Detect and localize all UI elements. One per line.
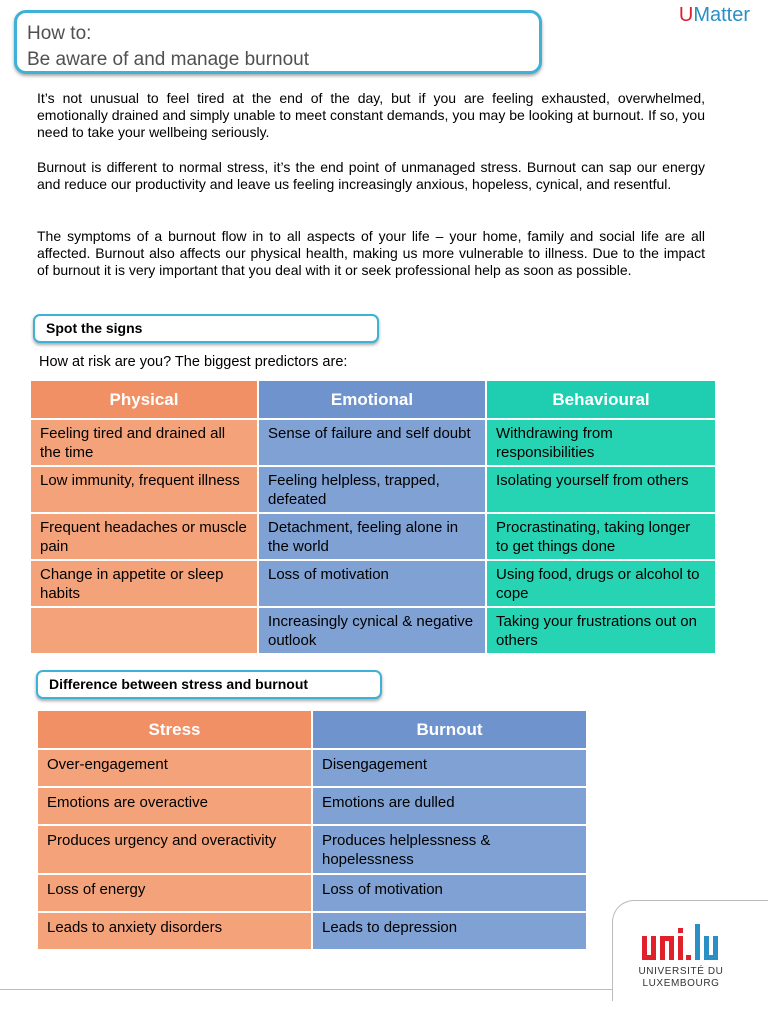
university-name-line-1: UNIVERSITÉ DU <box>638 966 724 977</box>
table-row <box>38 826 588 875</box>
title-line-1: How to: <box>27 23 92 44</box>
table-header-row <box>38 711 588 750</box>
brand-matter: Matter <box>693 4 750 26</box>
stress-cell: Over-engagement <box>38 750 313 788</box>
physical-cell <box>31 608 259 655</box>
header-behavioural: Behavioural <box>487 381 717 420</box>
stress-cell: Emotions are overactive <box>38 788 313 826</box>
table-row <box>38 875 588 913</box>
stress-cell: Loss of energy <box>38 875 313 913</box>
university-name-line-2: LUXEMBOURG <box>642 978 720 989</box>
table-row <box>31 608 717 655</box>
header-physical: Physical <box>31 381 259 420</box>
title-line-2: Be aware of and manage burnout <box>27 49 310 70</box>
intro-paragraph-3: The symptoms of a burnout flow in to all aspects of your life – your home, family and social life are all affected. Burnout also affects our physical health, making us more vulnerable to illness. Due to the impact of burnout it is very important that you deal with it or seek professional help as soon as possible. <box>37 228 705 279</box>
behavioural-cell: Procrastinating, taking longer to get things done <box>487 514 717 561</box>
behavioural-cell: Taking your frustrations out on others <box>487 608 717 655</box>
header-stress: Stress <box>38 711 313 750</box>
stress-cell: Leads to anxiety disorders <box>38 913 313 951</box>
intro-paragraph-2: Burnout is different to normal stress, it’s the end point of unmanaged stress. Burnout can sap our energy and reduce our productivity and leave us feeling increasingly anxious, hopeless, cynical, and resentful. <box>37 159 705 193</box>
emotional-cell: Feeling helpless, trapped, defeated <box>259 467 487 514</box>
brand-u: U <box>678 4 694 26</box>
table-row <box>38 913 588 951</box>
table-row <box>38 788 588 826</box>
footer-divider <box>0 989 612 990</box>
behavioural-cell: Using food, drugs or alcohol to cope <box>487 561 717 608</box>
university-logo-icon <box>640 920 720 962</box>
signs-subline: How at risk are you? The biggest predictors are: <box>39 354 348 370</box>
physical-cell: Frequent headaches or muscle pain <box>31 514 259 561</box>
table-row <box>31 561 717 608</box>
behavioural-cell: Withdrawing from responsibilities <box>487 420 717 467</box>
brand-umatter <box>679 4 750 27</box>
burnout-cell: Loss of motivation <box>313 875 588 913</box>
section-heading-signs: Spot the signs <box>33 314 379 343</box>
burnout-cell: Emotions are dulled <box>313 788 588 826</box>
difference-table <box>38 711 588 951</box>
header-burnout: Burnout <box>313 711 588 750</box>
section-heading-difference: Difference between stress and burnout <box>36 670 382 699</box>
university-name <box>626 966 736 990</box>
page-title <box>14 10 542 74</box>
physical-cell: Change in appetite or sleep habits <box>31 561 259 608</box>
behavioural-cell: Isolating yourself from others <box>487 467 717 514</box>
table-row <box>31 420 717 467</box>
table-row <box>31 514 717 561</box>
physical-cell: Feeling tired and drained all the time <box>31 420 259 467</box>
emotional-cell: Detachment, feeling alone in the world <box>259 514 487 561</box>
emotional-cell: Increasingly cynical & negative outlook <box>259 608 487 655</box>
signs-table <box>31 381 717 655</box>
burnout-cell: Leads to depression <box>313 913 588 951</box>
table-header-row <box>31 381 717 420</box>
header-emotional: Emotional <box>259 381 487 420</box>
stress-cell: Produces urgency and overactivity <box>38 826 313 875</box>
table-row <box>38 750 588 788</box>
burnout-cell: Produces helplessness & hopelessness <box>313 826 588 875</box>
table-row <box>31 467 717 514</box>
emotional-cell: Sense of failure and self doubt <box>259 420 487 467</box>
physical-cell: Low immunity, frequent illness <box>31 467 259 514</box>
emotional-cell: Loss of motivation <box>259 561 487 608</box>
intro-paragraph-1: It’s not unusual to feel tired at the end of the day, but if you are feeling exhausted, overwhelmed, emotionally drained and simply unable to meet constant demands, you may be looking at burnout. If so, you need to take your wellbeing seriously. <box>37 90 705 141</box>
burnout-cell: Disengagement <box>313 750 588 788</box>
